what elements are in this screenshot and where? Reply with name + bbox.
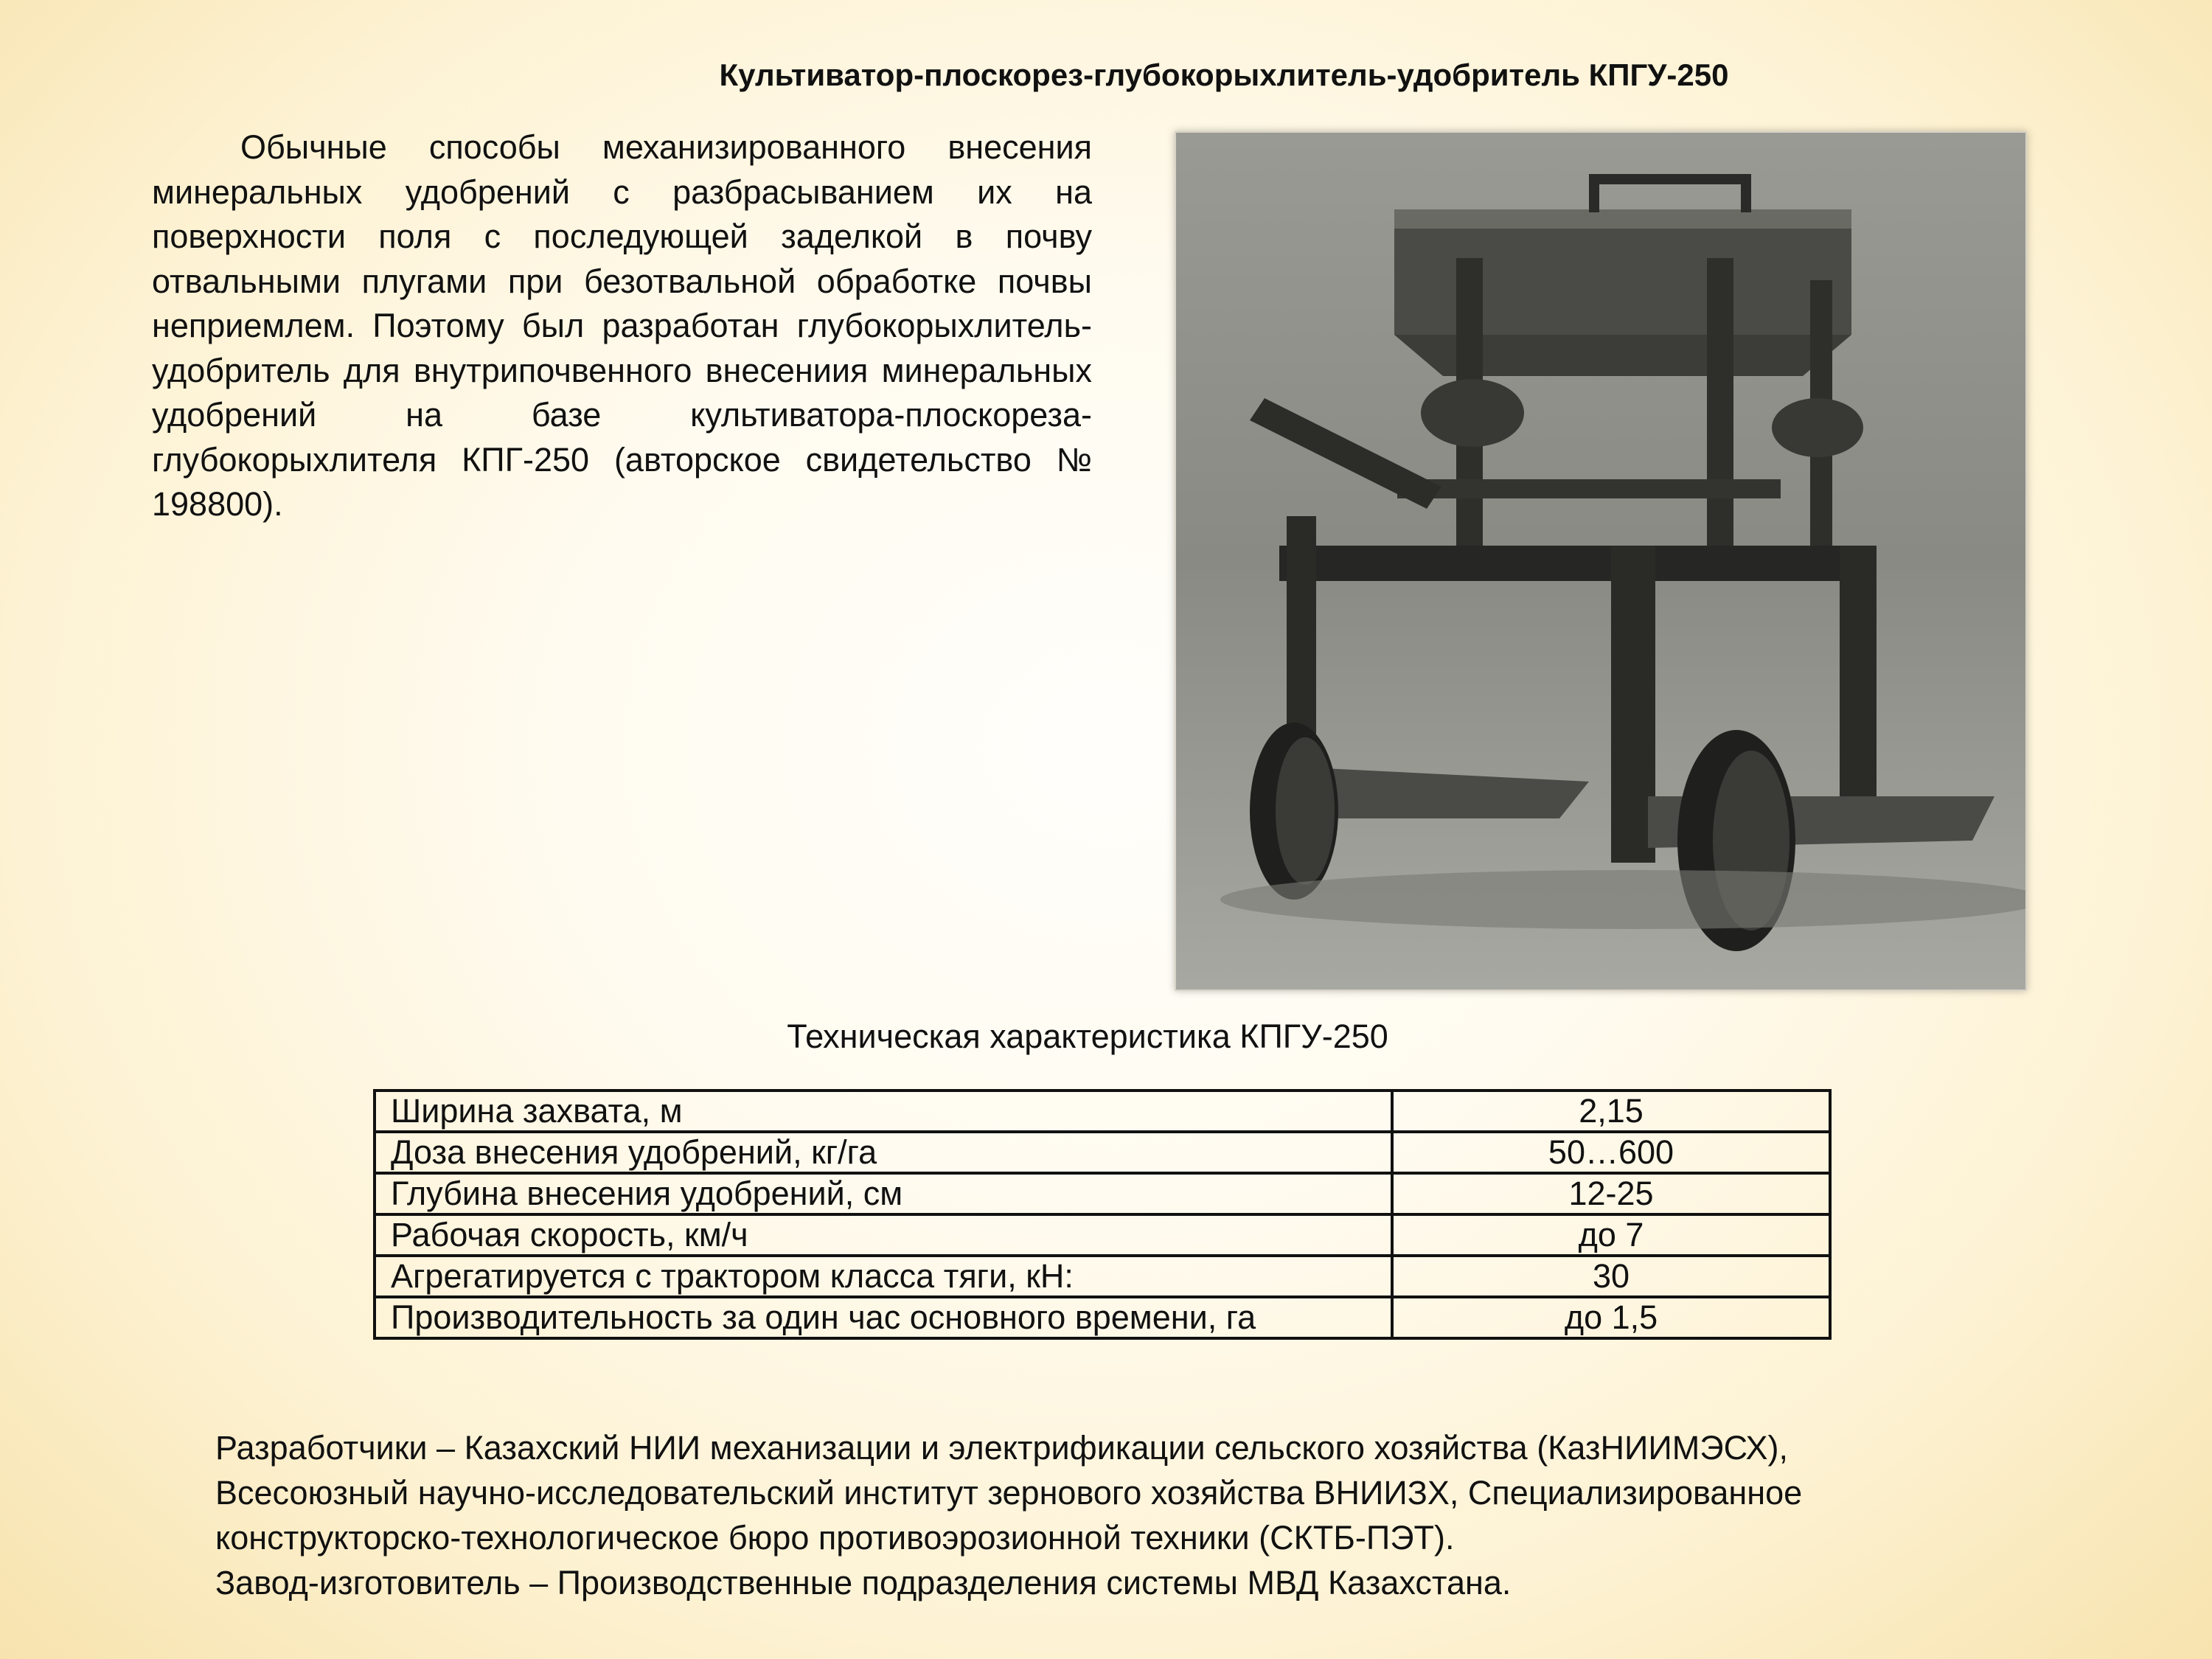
spec-label: Глубина внесения удобрений, см <box>375 1173 1392 1214</box>
intro-paragraph: Обычные способы механизированного внесения минеральных удобрений с разбрасыванием их на поверхности поля с последующей заделкой в почву отвальными плугами при безотвальной обработке почвы неприемлем. Поэтому был разработан глубокорыхлитель-удобритель для внутрипочвенного внесениия минеральных удобрений на базе культиватора-плоскореза-глубокорыхлителя КПГ-250 (авторское свидетельство № 198800). <box>152 128 1092 523</box>
table-caption: Техническая характеристика КПГУ-250 <box>787 1018 1388 1055</box>
credits-line: Разработчики – Казахский НИИ механизации и электрификации сельского хозяйства (КазНИИМЭСХ), <box>215 1429 1789 1467</box>
credits-line: Завод-изготовитель – Производственные подразделения системы МВД Казахстана. <box>215 1564 1512 1601</box>
table-row <box>375 1297 1830 1338</box>
spec-value: 30 <box>1392 1256 1830 1297</box>
spec-label: Доза внесения удобрений, кг/га <box>375 1132 1392 1173</box>
spec-label: Ширина захвата, м <box>375 1091 1392 1132</box>
table-row <box>375 1132 1830 1173</box>
spec-label: Рабочая скорость, км/ч <box>375 1214 1392 1256</box>
spec-value: 12-25 <box>1392 1173 1830 1214</box>
spec-value: 50…600 <box>1392 1132 1830 1173</box>
spec-label: Агрегатируется с трактором класса тяги, кН: <box>375 1256 1392 1297</box>
machine-photo <box>1175 131 2027 991</box>
specs-table <box>373 1089 1832 1340</box>
table-row <box>375 1173 1830 1214</box>
credits-line: Всесоюзный научно-исследовательский институт зернового хозяйства ВНИИЗХ, Специализированное <box>215 1474 1803 1512</box>
page-title: Культиватор-плоскорез-глубокорыхлитель-удобритель КПГУ-250 <box>719 58 1729 92</box>
spec-value: до 1,5 <box>1392 1297 1830 1338</box>
table-row <box>375 1091 1830 1132</box>
spec-value: до 7 <box>1392 1214 1830 1256</box>
spec-label: Производительность за один час основного времени, га <box>375 1297 1392 1338</box>
credits-line: конструкторско-технологическое бюро противоэрозионной техники (СКТБ-ПЭТ). <box>215 1519 1455 1557</box>
spec-value: 2,15 <box>1392 1091 1830 1132</box>
table-row <box>375 1214 1830 1256</box>
table-row <box>375 1256 1830 1297</box>
credits-block <box>215 1425 2022 1605</box>
machine-illustration <box>1176 133 2025 990</box>
